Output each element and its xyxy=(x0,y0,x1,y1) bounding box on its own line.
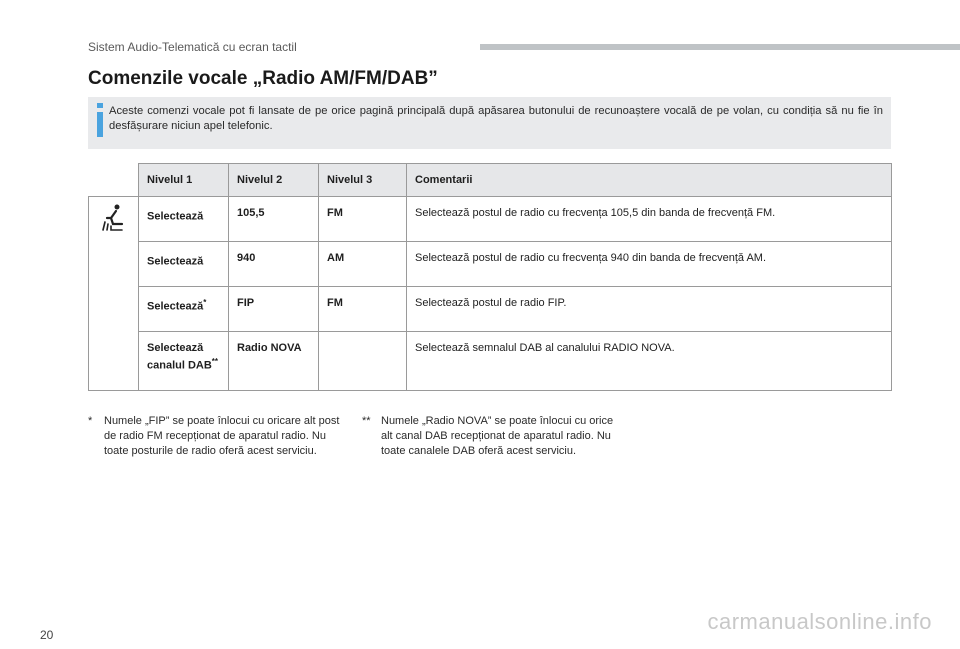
footnote-mark: ** xyxy=(362,415,371,427)
row-level-3: FM xyxy=(319,287,407,332)
row-level-1: Selectează xyxy=(139,242,229,287)
page-number: 20 xyxy=(40,628,54,642)
info-box xyxy=(88,97,891,149)
watermark: carmanualsonline.info xyxy=(707,609,932,634)
voice-commands-table xyxy=(88,163,892,391)
row-level-3 xyxy=(319,332,407,391)
row-level-1: Selectează canalul DAB** xyxy=(139,332,229,391)
row-level-1: Selectează xyxy=(139,197,229,242)
table-row xyxy=(89,332,892,391)
section-header: Sistem Audio-Telematică cu ecran tactil xyxy=(88,40,297,54)
page-title: Comenzile vocale „Radio AM/FM/DAB” xyxy=(88,68,438,89)
table-header-row xyxy=(89,164,892,197)
header-comments: Comentarii xyxy=(407,164,892,197)
row-level-2: Radio NOVA xyxy=(229,332,319,391)
footnote-mark: * xyxy=(88,415,93,427)
row-comment: Selectează postul de radio cu frecvența 940 din banda de frecvență AM. xyxy=(407,242,892,287)
row-comment: Selectează postul de radio FIP. xyxy=(407,287,892,332)
header-level-3: Nivelul 3 xyxy=(319,164,407,197)
info-icon xyxy=(94,103,106,137)
footnote-text: Numele „FIP” se poate înlocui cu oricare alt post de radio FM recepționat de aparatul radio. Nu toate posturile de radio oferă acest serviciu. xyxy=(104,415,340,457)
row-level-2: 105,5 xyxy=(229,197,319,242)
row-level-2: FIP xyxy=(229,287,319,332)
row-comment: Selectează semnalul DAB al canalului RADIO NOVA. xyxy=(407,332,892,391)
header-bar xyxy=(480,44,960,50)
voice-icon-cell xyxy=(89,197,139,391)
table-row xyxy=(89,242,892,287)
row-level-3: AM xyxy=(319,242,407,287)
row-level-3: FM xyxy=(319,197,407,242)
header-level-1: Nivelul 1 xyxy=(139,164,229,197)
footnote-text: Numele „Radio NOVA” se poate înlocui cu orice alt canal DAB recepționat de aparatul radio. Nu toate canalele DAB oferă acest serviciu. xyxy=(381,415,614,457)
row-comment: Selectează postul de radio cu frecvența 105,5 din banda de frecvență FM. xyxy=(407,197,892,242)
header-level-2: Nivelul 2 xyxy=(229,164,319,197)
table-row xyxy=(89,287,892,332)
table-row xyxy=(89,197,892,242)
table-header-blank xyxy=(89,164,139,197)
voice-recognition-icon xyxy=(100,203,128,233)
row-level-1: Selectează* xyxy=(139,287,229,332)
row-level-2: 940 xyxy=(229,242,319,287)
info-text: Aceste comenzi vocale pot fi lansate de pe orice pagină principală după apăsarea butonului de recunoaștere vocală de pe volan, cu condiția să nu fie în desfășurare niciun apel telefonic. xyxy=(109,105,883,132)
